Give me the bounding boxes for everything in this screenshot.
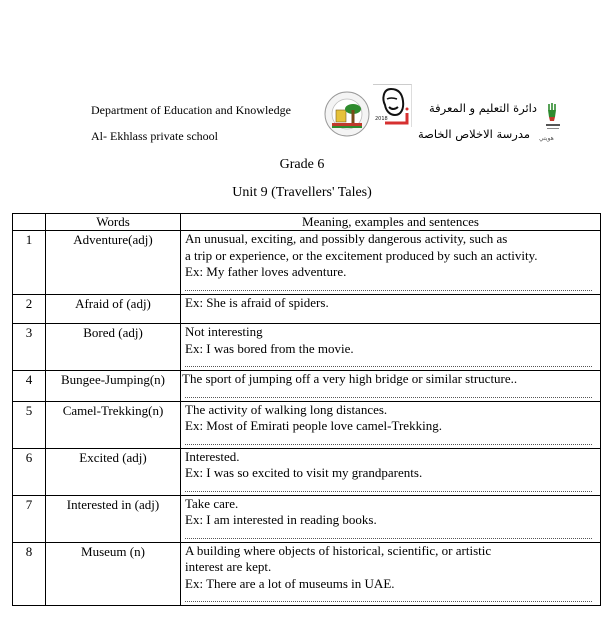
row-number: 2 [25, 295, 33, 311]
table-row [13, 231, 601, 295]
grade-title: Grade 6 [279, 157, 325, 172]
dotted-answer-line [185, 281, 592, 291]
row-number: 8 [25, 543, 33, 559]
row-number: 1 [25, 232, 33, 247]
table-row [13, 495, 601, 542]
vocab-word: Adventure(adj) [73, 232, 153, 247]
example-line: Ex: I was bored from the movie. [185, 340, 354, 356]
row-number: 4 [25, 372, 33, 387]
column-header-meaning: Meaning, examples and sentences [181, 214, 601, 231]
zayed-year-logo [373, 84, 412, 127]
meaning-line: A building where objects of historical, scientific, or artistic [185, 542, 492, 558]
table-row [13, 542, 601, 606]
vocab-word: Museum (n) [81, 543, 145, 559]
meaning-line: The activity of walking long distances. [185, 401, 388, 417]
department-name-en: Department of Education and Knowledge [91, 103, 291, 117]
example-line: Ex: There are a lot of museums in UAE. [185, 575, 395, 591]
meaning-line: The sport of jumping off a very high bridge or similar structure.. [182, 371, 518, 386]
table-header-row [13, 214, 601, 231]
school-name-en: Al- Ekhlass private school [91, 129, 218, 143]
svg-text:2018: 2018 [375, 116, 388, 122]
dotted-answer-line [185, 482, 592, 492]
vocab-word: Camel-Trekking(n) [62, 402, 164, 418]
svg-text:هويتي: هويتي [539, 135, 554, 142]
table-row [13, 401, 601, 448]
vocab-word: Bored (adj) [83, 325, 143, 340]
dotted-answer-line [185, 435, 592, 445]
school-crest-logo [322, 90, 372, 138]
vocabulary-table [12, 213, 601, 606]
unit-title: Unit 9 (Travellers' Tales) [232, 185, 372, 200]
meaning-line: Take care. [185, 495, 239, 511]
example-line: Ex: She is afraid of spiders. [185, 294, 329, 310]
meaning-line: Interested. [185, 448, 240, 464]
department-name-ar: دائرة التعليم و المعرفة [429, 101, 537, 115]
example-line: Ex: I was so excited to visit my grandparents. [185, 465, 423, 480]
meaning-line: interest are kept. [185, 559, 272, 574]
vocab-word: Bungee-Jumping(n) [61, 372, 165, 387]
dotted-answer-line [185, 529, 592, 539]
table-row [13, 448, 601, 495]
example-line: Ex: My father loves adventure. [185, 264, 347, 279]
column-header-words: Words [46, 214, 181, 231]
example-line: Ex: I am interested in reading books. [185, 512, 377, 527]
vocab-word: Afraid of (adj) [75, 295, 151, 311]
national-identity-logo [537, 100, 571, 148]
example-line: Ex: Most of Emirati people love camel-Trekking. [185, 418, 442, 433]
row-number: 7 [25, 496, 33, 512]
table-row [13, 371, 601, 402]
school-name-ar: مدرسة الاخلاص الخاصة [418, 127, 531, 141]
dotted-answer-line [185, 357, 592, 367]
dotted-answer-line [185, 388, 592, 398]
table-row [13, 294, 601, 324]
table-row [13, 324, 601, 371]
meaning-line: An unusual, exciting, and possibly dangerous activity, such as [185, 231, 508, 246]
dotted-answer-line [185, 311, 592, 320]
row-number: 3 [25, 325, 33, 340]
meaning-line: Not interesting [185, 324, 263, 339]
column-header-number [13, 214, 46, 231]
row-number: 5 [25, 402, 33, 418]
meaning-line: a trip or experience, or the excitement produced by such an activity. [185, 247, 538, 263]
vocab-word: Interested in (adj) [66, 496, 160, 512]
row-number: 6 [25, 449, 33, 465]
vocab-word: Excited (adj) [79, 449, 147, 465]
dotted-answer-line [185, 592, 592, 602]
